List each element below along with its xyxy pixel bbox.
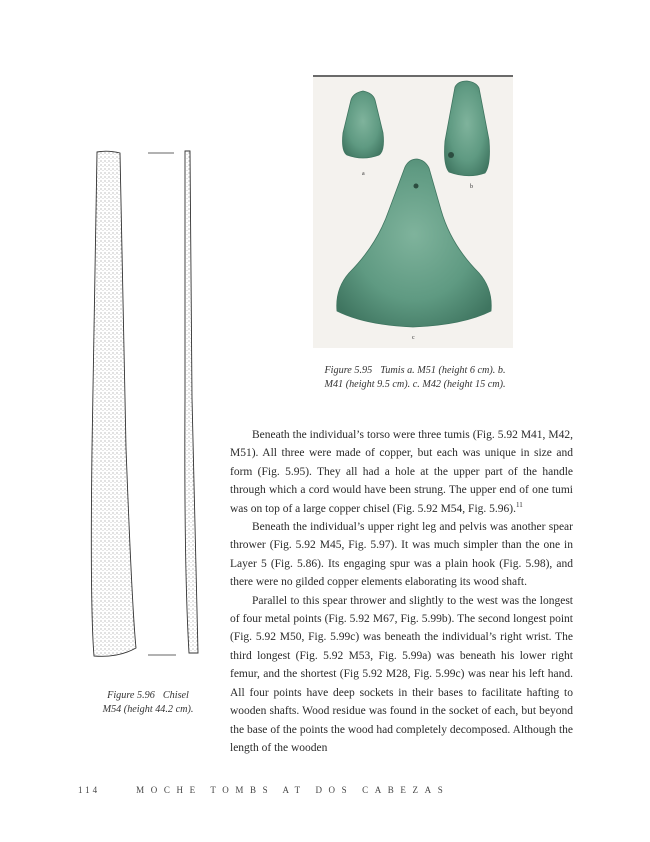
page-number: 114: [78, 785, 101, 795]
tumi-label-b: b: [470, 184, 473, 190]
tumi-label-a: a: [362, 171, 365, 177]
tumi-label-c: c: [412, 335, 415, 341]
caption-text: M54 (height 44.2 cm).: [102, 704, 194, 715]
paragraph: Beneath the individual’s torso were three tumis (Fig. 5.92 M41, M42, M51). All three were made of copper, but each was unique in size and form (Fig. 5.95). They all had a hole at the upper part of the handle through which a cord would have been strung. The upper end of one tumi was on top of a large copper chisel (Fig. 5.92 M54, Fig. 5.96).$^{11}$: [230, 429, 573, 515]
paragraph: Beneath the individual’s upper right leg and pelvis was another spear thrower (Fig. 5.92 M45, Fig. 5.97). It was much simpler than the one in Layer 5 (Fig. 5.86). Its engaging spur was a plain hook (Fig. 5.98), and there were no gilded copper elements elaborating its wood shaft.: [230, 521, 573, 589]
figure-number: Figure 5.95: [324, 365, 373, 376]
caption-text: Chisel: [162, 690, 189, 701]
running-title: MOCHE TOMBS AT DOS CABEZAS: [136, 785, 450, 795]
tumis-photo: [313, 75, 513, 348]
footnote-marker: 11: [515, 500, 523, 509]
figure-5-95-caption: [305, 364, 525, 392]
figure-number: Figure 5.96: [107, 690, 155, 701]
caption-text: M41 (height 9.5 cm). c. M42 (height 15 cm).: [324, 379, 506, 390]
paragraph: Parallel to this spear thrower and slightly to the west was the longest of four metal points (Fig. 5.92 M67, Fig. 5.99b). The second longest point (Fig. 5.92 M50, Fig. 5.99c) was beneath the individual’s right wrist. The third longest (Fig. 5.92 M53, Fig. 5.99a) was beneath his lower right femur, and the shortest (Fig 5.92 M28, Fig. 5.99c) was near his left hand. All four points have deep sockets in their bases to facilitate hafting to wooden shafts. Wood residue was found in the socket of each, but beyond the base of the points the wood had completely decomposed. Although the length of the wooden: [230, 594, 573, 754]
figure-5-96-caption: [90, 689, 206, 717]
caption-text: Tumis a. M51 (height 6 cm). b.: [380, 365, 506, 376]
body-text: [230, 426, 573, 757]
chisel-drawing: [88, 148, 208, 663]
running-footer: [78, 785, 449, 795]
